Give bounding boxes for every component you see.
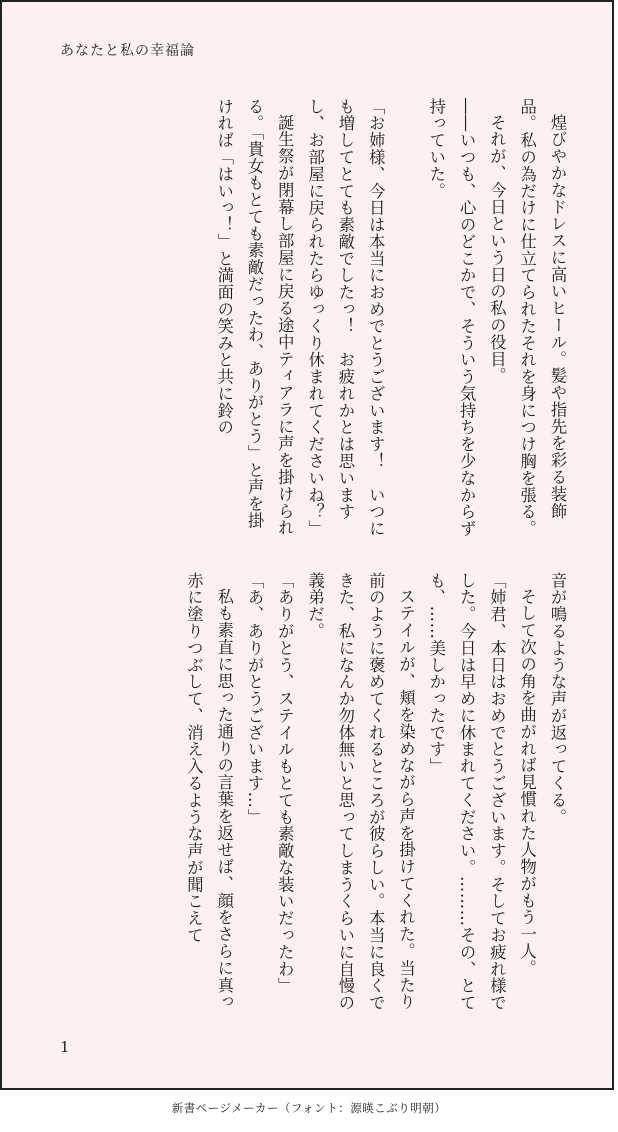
page-number: 1 xyxy=(60,1038,70,1056)
page-title: あなたと私の幸福論 xyxy=(60,43,195,59)
dialogue-line: 「お姉様、今日は本当におめでとうございます！ いつにも増してとても素敵でしたっ！ お疲れかとは思いますし、お部屋に戻られたらゆっくり休まれてくださいね？」 xyxy=(305,98,386,538)
dialogue-line: 「ありがとう、ステイルもとても素敵な装いだったわ」 xyxy=(275,572,295,995)
blank-line xyxy=(390,98,420,538)
footer-credit: 新書ページメーカー（フォント：源暎こぶり明朝） xyxy=(171,1101,447,1115)
dialogue-line: 「あ、ありがとうございます…」 xyxy=(245,572,265,826)
text-block-top xyxy=(32,98,572,538)
paragraph: 誕生祭が閉幕し部屋に戻る途中ティアラに声を掛けられる。「貴女もとても素敵だったわ、ありがとう」と声を掛ければ「はいっ！」と満面の笑みと共に鈴の xyxy=(214,98,295,537)
paragraph: 音が鳴るような声が返ってくる。 xyxy=(548,572,567,826)
paragraph: ステイルが、頬を染めながら声を掛けてくれた。当たり前のように褒めてくれるところが彼らしい。本当に良くできた、私になんか勿体無いと思ってしまうくらいに自慢の義弟だ。 xyxy=(305,572,416,1012)
text-block-bottom xyxy=(32,572,572,1012)
paragraph: それが、今日という日の私の役目。 xyxy=(487,114,507,385)
paragraph: 私も素直に思った通りの言葉を返せば、顔をさらに真っ赤に塗りつぶして、消え入るような声が聞こえて xyxy=(184,572,234,1011)
paragraph: ――いつも、心のどこかで、そういう気持ちを少なからず持っていた。 xyxy=(426,98,477,538)
dialogue-line: 「姉君、本日はおめでとうございます。そしてお疲れ様でした。今日は早めに休まれてください。………その、とても、……美しかったです」 xyxy=(426,572,507,1012)
paragraph: そして次の角を曲がれば見慣れた人物がもう一人。 xyxy=(517,588,537,977)
paragraph: 煌びやかなドレスに高いヒール。髪や指先を彩る装飾品。私の為だけに仕立てられたそれを身につけ胸を張る。 xyxy=(517,98,567,538)
